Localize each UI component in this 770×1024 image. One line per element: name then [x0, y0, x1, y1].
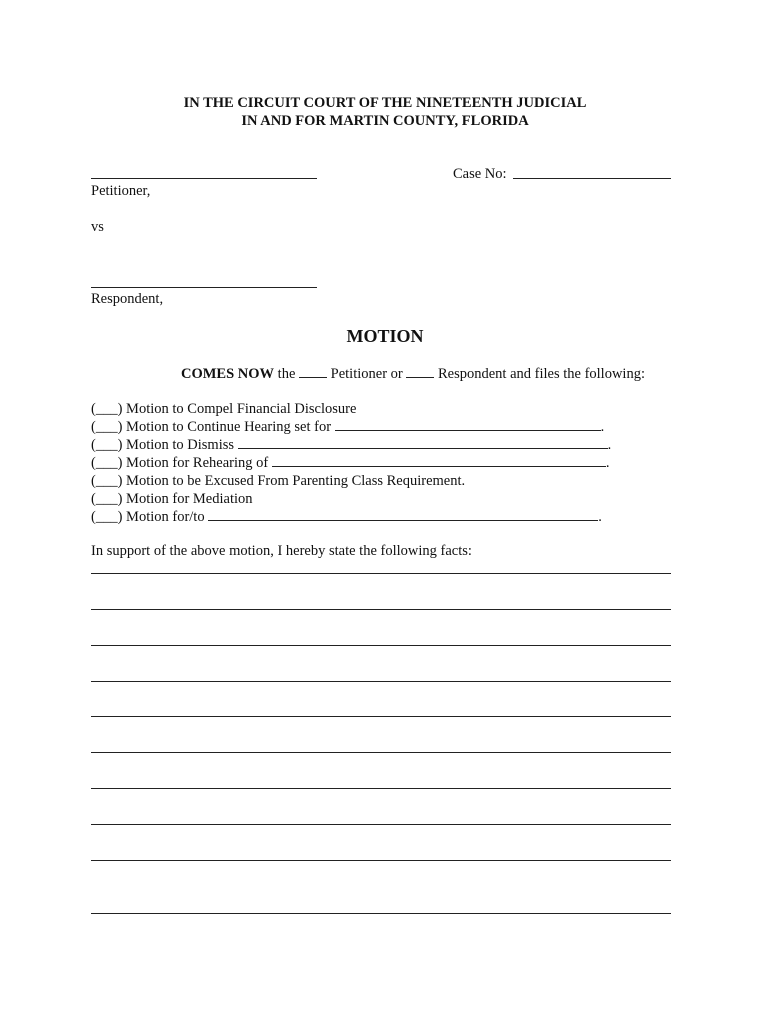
facts-line[interactable]	[91, 860, 671, 861]
facts-line[interactable]	[91, 824, 671, 825]
facts-line[interactable]	[91, 573, 671, 574]
facts-line[interactable]	[91, 645, 671, 646]
option-checkbox[interactable]: (___)	[91, 491, 123, 507]
comes-now-the: the	[277, 366, 296, 382]
petitioner-check-blank[interactable]	[299, 365, 327, 378]
motion-option-7[interactable]	[91, 508, 602, 526]
comes-now-rest: Respondent and files the following:	[437, 366, 645, 382]
option-suffix: .	[598, 509, 602, 525]
option-label: Motion to Continue Hearing set for	[126, 419, 332, 435]
option-suffix: .	[607, 437, 612, 453]
facts-line[interactable]	[91, 752, 671, 753]
facts-intro: In support of the above motion, I hereby state the following facts:	[91, 543, 472, 559]
option-label: Motion for Rehearing of	[126, 455, 269, 471]
respondent-name-field[interactable]	[91, 287, 317, 288]
respondent-check-blank[interactable]	[406, 365, 434, 378]
option-3-blank[interactable]	[238, 436, 608, 449]
case-no-field[interactable]	[513, 178, 671, 179]
respondent-label: Respondent,	[91, 291, 164, 307]
document-title: MOTION	[346, 326, 424, 346]
option-label: Motion to be Excused From Parenting Class Requirement.	[126, 473, 466, 489]
option-label: Motion for/to	[126, 509, 205, 525]
option-checkbox[interactable]: (___)	[91, 473, 123, 489]
option-label: Motion to Compel Financial Disclosure	[126, 401, 357, 417]
motion-option-5[interactable]	[91, 472, 465, 490]
facts-line[interactable]	[91, 913, 671, 914]
option-checkbox[interactable]: (___)	[91, 437, 123, 453]
option-checkbox[interactable]: (___)	[91, 401, 123, 417]
option-label: Motion to Dismiss	[126, 437, 235, 453]
motion-option-6[interactable]	[91, 490, 253, 508]
facts-line[interactable]	[91, 681, 671, 682]
court-header	[0, 94, 770, 130]
motion-option-4[interactable]	[91, 454, 609, 472]
vs-label: vs	[91, 219, 104, 235]
facts-line[interactable]	[91, 788, 671, 789]
option-label: Motion for Mediation	[126, 491, 253, 507]
comes-now-petitioner-or: Petitioner or	[330, 366, 403, 382]
motion-option-1[interactable]	[91, 400, 356, 418]
option-checkbox[interactable]: (___)	[91, 455, 123, 471]
comes-now-statement	[181, 365, 645, 383]
court-header-line-2: IN AND FOR MARTIN COUNTY, FLORIDA	[241, 113, 529, 129]
facts-line[interactable]	[91, 609, 671, 610]
petitioner-name-field[interactable]	[91, 178, 317, 179]
motion-option-3[interactable]	[91, 436, 611, 454]
option-2-blank[interactable]	[335, 418, 601, 431]
court-header-line-1: IN THE CIRCUIT COURT OF THE NINETEENTH JUDICIAL	[183, 95, 587, 111]
option-suffix: .	[605, 455, 610, 471]
option-suffix: .	[600, 419, 605, 435]
option-4-blank[interactable]	[272, 454, 606, 467]
option-7-blank[interactable]	[208, 508, 598, 521]
facts-line[interactable]	[91, 716, 671, 717]
petitioner-label: Petitioner,	[91, 183, 151, 199]
option-checkbox[interactable]: (___)	[91, 419, 123, 435]
motion-option-2[interactable]	[91, 418, 604, 436]
case-no-label: Case No:	[453, 166, 507, 182]
option-checkbox[interactable]: (___)	[91, 509, 123, 525]
comes-now-lead: COMES NOW	[181, 366, 275, 382]
